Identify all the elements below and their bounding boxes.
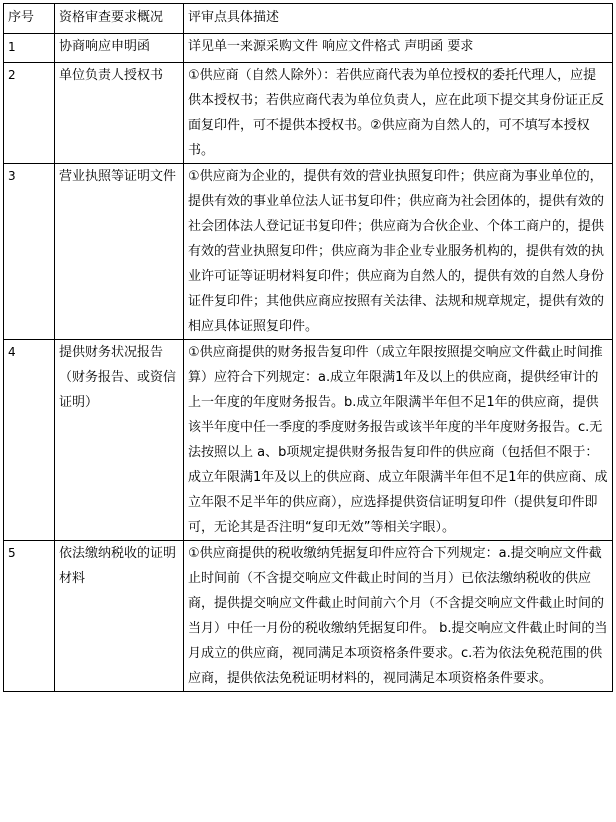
cell-description: ①供应商（自然人除外）：若供应商代表为单位授权的委托代理人，应提供本授权书；若供应商代表为单位负责人，应在此项下提交其身份证正反面复印件，可不提供本授权书。②供应商为自然人的，可不填写本授权书。 bbox=[184, 63, 613, 164]
header-description: 评审点具体描述 bbox=[184, 4, 613, 34]
table-row bbox=[4, 541, 613, 692]
cell-description: ①供应商提供的税收缴纳凭据复印件应符合下列规定：a.提交响应文件截止时间前（不含提交响应文件截止时间的当月）已依法缴纳税收的供应商，提供提交响应文件截止时间前六个月（不含提交响应文件截止时间的当月）中任一月份的税收缴纳凭据复印件。 b.提交响应文件截止时间的当月成立的供应商，视同满足本项资格条件要求。c.若为依法免税范围的供应商，提供依法免税证明材料的，视同满足本项资格条件要求。 bbox=[184, 541, 613, 692]
cell-description: ①供应商为企业的，提供有效的营业执照复印件；供应商为事业单位的，提供有效的事业单位法人证书复印件；供应商为社会团体的，提供有效的社会团体法人登记证书复印件；供应商为合伙企业、个体工商户的，提供有效的营业执照复印件；供应商为非企业专业服务机构的，提供有效的执业许可证等证明材料复印件；供应商为自然人的，提供有效的自然人身份证件复印件；其他供应商应按照有关法律、法规和规章规定，提供有效的相应具体证照复印件。 bbox=[184, 164, 613, 340]
table-row bbox=[4, 63, 613, 164]
cell-requirement: 依法缴纳税收的证明材料 bbox=[55, 541, 184, 692]
cell-requirement: 单位负责人授权书 bbox=[55, 63, 184, 164]
header-serial-no: 序号 bbox=[4, 4, 55, 34]
table-row bbox=[4, 164, 613, 340]
table-row bbox=[4, 340, 613, 541]
cell-serial-no: 2 bbox=[4, 63, 55, 164]
table-header-row bbox=[4, 4, 613, 34]
cell-serial-no: 4 bbox=[4, 340, 55, 541]
header-requirement-summary: 资格审查要求概况 bbox=[55, 4, 184, 34]
cell-requirement: 协商响应申明函 bbox=[55, 34, 184, 63]
cell-serial-no: 3 bbox=[4, 164, 55, 340]
cell-description: 详见单一来源采购文件 响应文件格式 声明函 要求 bbox=[184, 34, 613, 63]
cell-requirement: 营业执照等证明文件 bbox=[55, 164, 184, 340]
cell-serial-no: 1 bbox=[4, 34, 55, 63]
cell-requirement: 提供财务状况报告（财务报告、或资信证明） bbox=[55, 340, 184, 541]
qualification-review-table bbox=[3, 3, 613, 692]
cell-description: ①供应商提供的财务报告复印件（成立年限按照提交响应文件截止时间推算）应符合下列规定：a.成立年限满1年及以上的供应商，提供经审计的上一年度的年度财务报告。b.成立年限满半年但不足1年的供应商，提供该半年度中任一季度的季度财务报告或该半年度的半年度财务报告。c.无法按照以上 a、b项规定提供财务报告复印件的供应商（包括但不限于：成立年限满1年及以上的供应商、成立年限满半年但不足1年的供应商、成立年限不足半年的供应商），应选择提供资信证明复印件（提供复印件即可，无论其是否注明“复印无效”等相关字眼）。 bbox=[184, 340, 613, 541]
table-row bbox=[4, 34, 613, 63]
cell-serial-no: 5 bbox=[4, 541, 55, 692]
